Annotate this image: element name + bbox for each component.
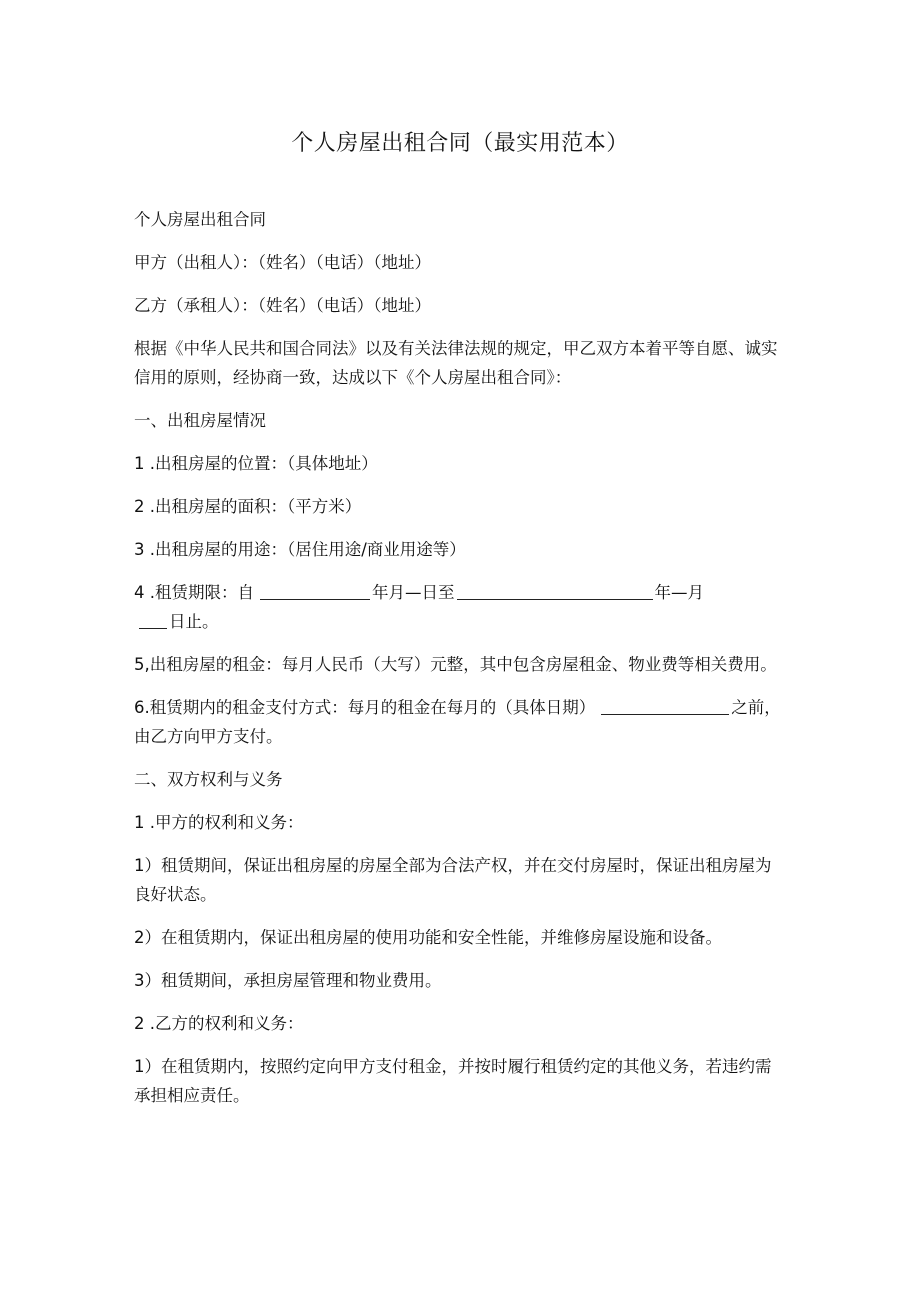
party-a-rights-heading: 1 .甲方的权利和义务： — [134, 813, 304, 832]
preamble-paragraph: 根据《中华人民共和国合同法》以及有关法律法规的规定，甲乙双方本着平等自愿、诚实信用的原则，经协商一致，达成以下《个人房屋出租合同》： — [134, 339, 778, 387]
party-b-right-1: 1）在租赁期内，按照约定向甲方支付租金，并按时履行租赁约定的其他义务，若违约需承担相应责任。 — [134, 1057, 772, 1105]
party-b-line: 乙方（承租人）：（姓名）（电话）（地址） — [134, 296, 431, 315]
lease-term-label: 4 .租赁期限：自 — [134, 583, 254, 602]
lease-term-middle: 年月—日至 — [372, 583, 455, 602]
party-a-right-1: 1）租赁期间，保证出租房屋的房屋全部为合法产权，并在交付房屋时，保证出租房屋为良好状态。 — [134, 856, 772, 904]
party-a-line: 甲方（出租人）：（姓名）（电话）（地址） — [134, 253, 431, 272]
contract-subtitle: 个人房屋出租合同 — [134, 210, 266, 229]
lease-term-ending: 日止。 — [169, 612, 219, 631]
party-b-rights-heading: 2 .乙方的权利和义务： — [134, 1014, 304, 1033]
end-day-blank — [139, 610, 167, 629]
start-year-blank — [260, 581, 370, 600]
item-1-location: 1 .出租房屋的位置：（具体地址） — [134, 454, 378, 473]
section-1-heading: 一、出租房屋情况 — [134, 411, 266, 430]
item-4-lease-term — [134, 578, 784, 636]
item-2-area: 2 .出租房屋的面积：（平方米） — [134, 497, 362, 516]
party-a-right-2: 2）在租赁期内，保证出租房屋的使用功能和安全性能，并维修房屋设施和设备。 — [134, 928, 722, 947]
end-year-blank — [457, 581, 653, 600]
payment-method-ending: 之前，由乙方向甲方支付。 — [134, 698, 781, 746]
lease-term-end-month: 年—月 — [654, 583, 704, 602]
item-6-payment-method — [134, 693, 784, 751]
payment-method-text: 6.租赁期内的租金支付方式：每月的租金在每月的（具体日期） — [134, 698, 596, 717]
document-body — [134, 205, 784, 1124]
document-title: 个人房屋出租合同（最实用范本） — [291, 131, 629, 156]
item-3-purpose: 3 .出租房屋的用途：（居住用途/商业用途等） — [134, 540, 466, 559]
party-a-right-3: 3）租赁期间，承担房屋管理和物业费用。 — [134, 971, 442, 990]
item-5-rent: 5,出租房屋的租金：每月人民币（大写）元整，其中包含房屋租金、物业费等相关费用。 — [134, 655, 777, 674]
section-2-heading: 二、双方权利与义务 — [134, 770, 283, 789]
payment-date-blank — [601, 696, 729, 715]
